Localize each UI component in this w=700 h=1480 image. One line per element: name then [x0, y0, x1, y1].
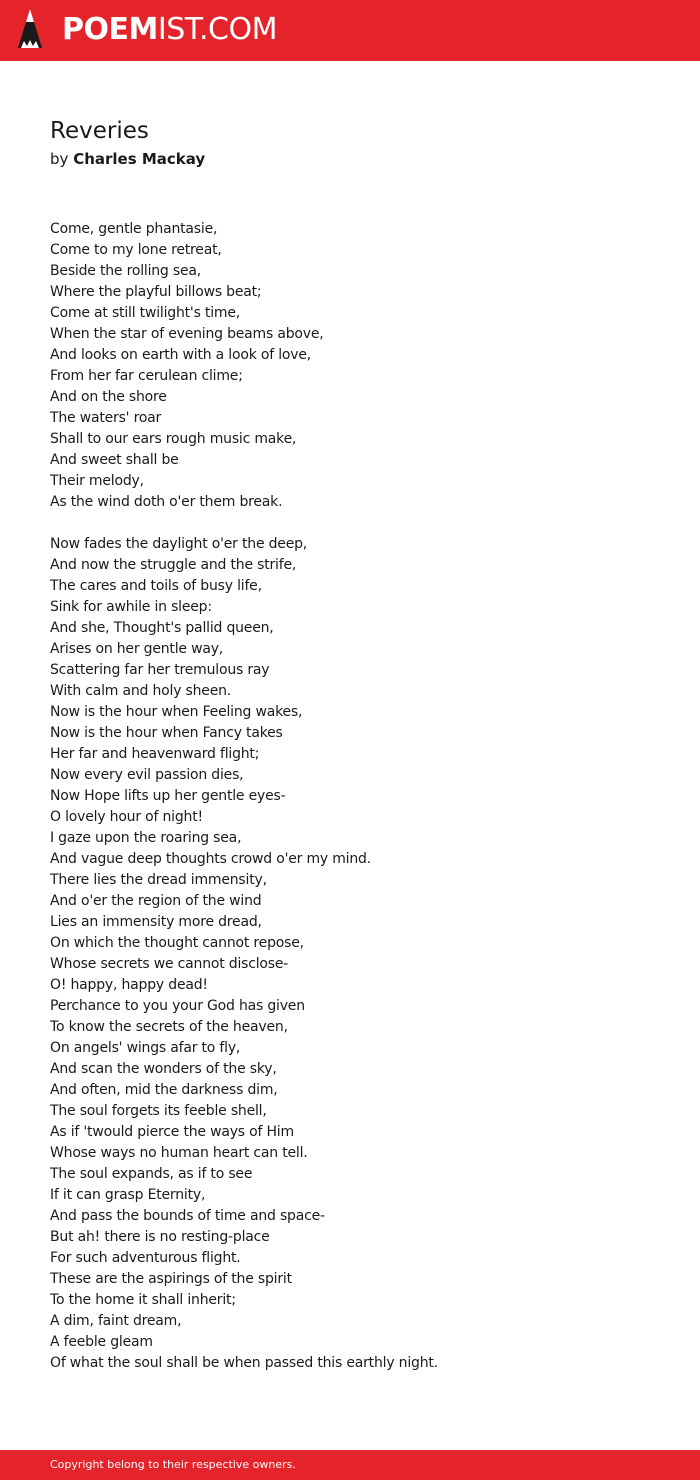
poem-line: And she, Thought's pallid queen,	[50, 620, 274, 636]
poem-line: As the wind doth o'er them break.	[50, 494, 283, 510]
poem-line: And vague deep thoughts crowd o'er my mind.	[50, 851, 371, 867]
poem-line: Her far and heavenward flight;	[50, 746, 260, 762]
author-link[interactable]: Charles Mackay	[73, 150, 206, 168]
poem-line: Come at still twilight's time,	[50, 305, 240, 321]
poem-line: A dim, faint dream,	[50, 1313, 182, 1329]
poem-line: The waters' roar	[50, 410, 162, 426]
poem-line: Come, gentle phantasie,	[50, 221, 218, 237]
site-footer	[0, 1450, 700, 1480]
poem-line: Arises on her gentle way,	[50, 641, 224, 657]
poem-line: Their melody,	[50, 473, 144, 489]
poem-line: And sweet shall be	[50, 452, 179, 468]
poem-line: Now fades the daylight o'er the deep,	[50, 536, 308, 552]
copyright-text: Copyright belong to their respective owners.	[50, 1458, 296, 1471]
poem-line: Whose secrets we cannot disclose-	[50, 956, 289, 972]
poem-line: On which the thought cannot repose,	[50, 935, 304, 951]
poem-line: The soul forgets its feeble shell,	[50, 1103, 267, 1119]
poem-line: Beside the rolling sea,	[50, 263, 202, 279]
poem-line: And scan the wonders of the sky,	[50, 1061, 277, 1077]
poem-line: To the home it shall inherit;	[50, 1292, 236, 1308]
poem-line: And looks on earth with a look of love,	[50, 347, 312, 363]
poem-line: But ah! there is no resting-place	[50, 1229, 270, 1245]
poem-line: With calm and holy sheen.	[50, 683, 232, 699]
poem-line: Lies an immensity more dread,	[50, 914, 262, 930]
poem-line: O! happy, happy dead!	[50, 977, 208, 993]
poem-line: And often, mid the darkness dim,	[50, 1082, 278, 1098]
poem-line: And pass the bounds of time and space-	[50, 1208, 325, 1224]
poem-line: And on the shore	[50, 389, 167, 405]
poem-line: Sink for awhile in sleep:	[50, 599, 212, 615]
poem-line: Perchance to you your God has given	[50, 998, 305, 1014]
poem-line: Whose ways no human heart can tell.	[50, 1145, 308, 1161]
poem-line: On angels' wings afar to fly,	[50, 1040, 241, 1056]
poem-line: Now is the hour when Feeling wakes,	[50, 704, 303, 720]
poem-stanza	[50, 534, 670, 1374]
poem-line: From her far cerulean clime;	[50, 368, 243, 384]
poem-body	[50, 219, 670, 1395]
poem-title: Reveries	[50, 118, 149, 144]
site-logo-text[interactable]	[62, 9, 277, 51]
poem-line: Scattering far her tremulous ray	[50, 662, 270, 678]
poem-line: Now Hope lifts up her gentle eyes-	[50, 788, 286, 804]
brand-bold: POEM	[62, 12, 158, 47]
poem-line: If it can grasp Eternity,	[50, 1187, 206, 1203]
poem-line: Come to my lone retreat,	[50, 242, 222, 258]
poem-line: These are the aspirings of the spirit	[50, 1271, 292, 1287]
poem-line: Shall to our ears rough music make,	[50, 431, 297, 447]
brand-light: IST.COM	[157, 12, 277, 47]
poem-line: Of what the soul shall be when passed this earthly night.	[50, 1355, 438, 1371]
poem-line: O lovely hour of night!	[50, 809, 203, 825]
poem-line: And o'er the region of the wind	[50, 893, 262, 909]
poem-line: To know the secrets of the heaven,	[50, 1019, 288, 1035]
poem-line: There lies the dread immensity,	[50, 872, 267, 888]
poem-line: Now is the hour when Fancy takes	[50, 725, 283, 741]
poem-line: The soul expands, as if to see	[50, 1166, 253, 1182]
poem-line: For such adventurous flight.	[50, 1250, 241, 1266]
byline	[50, 149, 205, 169]
poem-line: A feeble gleam	[50, 1334, 153, 1350]
pencil-tip-icon[interactable]	[17, 8, 43, 52]
poem-line: Where the playful billows beat;	[50, 284, 262, 300]
poem-line: I gaze upon the roaring sea,	[50, 830, 242, 846]
poem-line: And now the struggle and the strife,	[50, 557, 297, 573]
poem-line: The cares and toils of busy life,	[50, 578, 262, 594]
poem-stanza	[50, 219, 670, 513]
by-label: by	[50, 150, 69, 168]
poem-line: As if 'twould pierce the ways of Him	[50, 1124, 294, 1140]
poem-line: When the star of evening beams above,	[50, 326, 324, 342]
poem-line: Now every evil passion dies,	[50, 767, 244, 783]
site-header	[0, 0, 700, 61]
